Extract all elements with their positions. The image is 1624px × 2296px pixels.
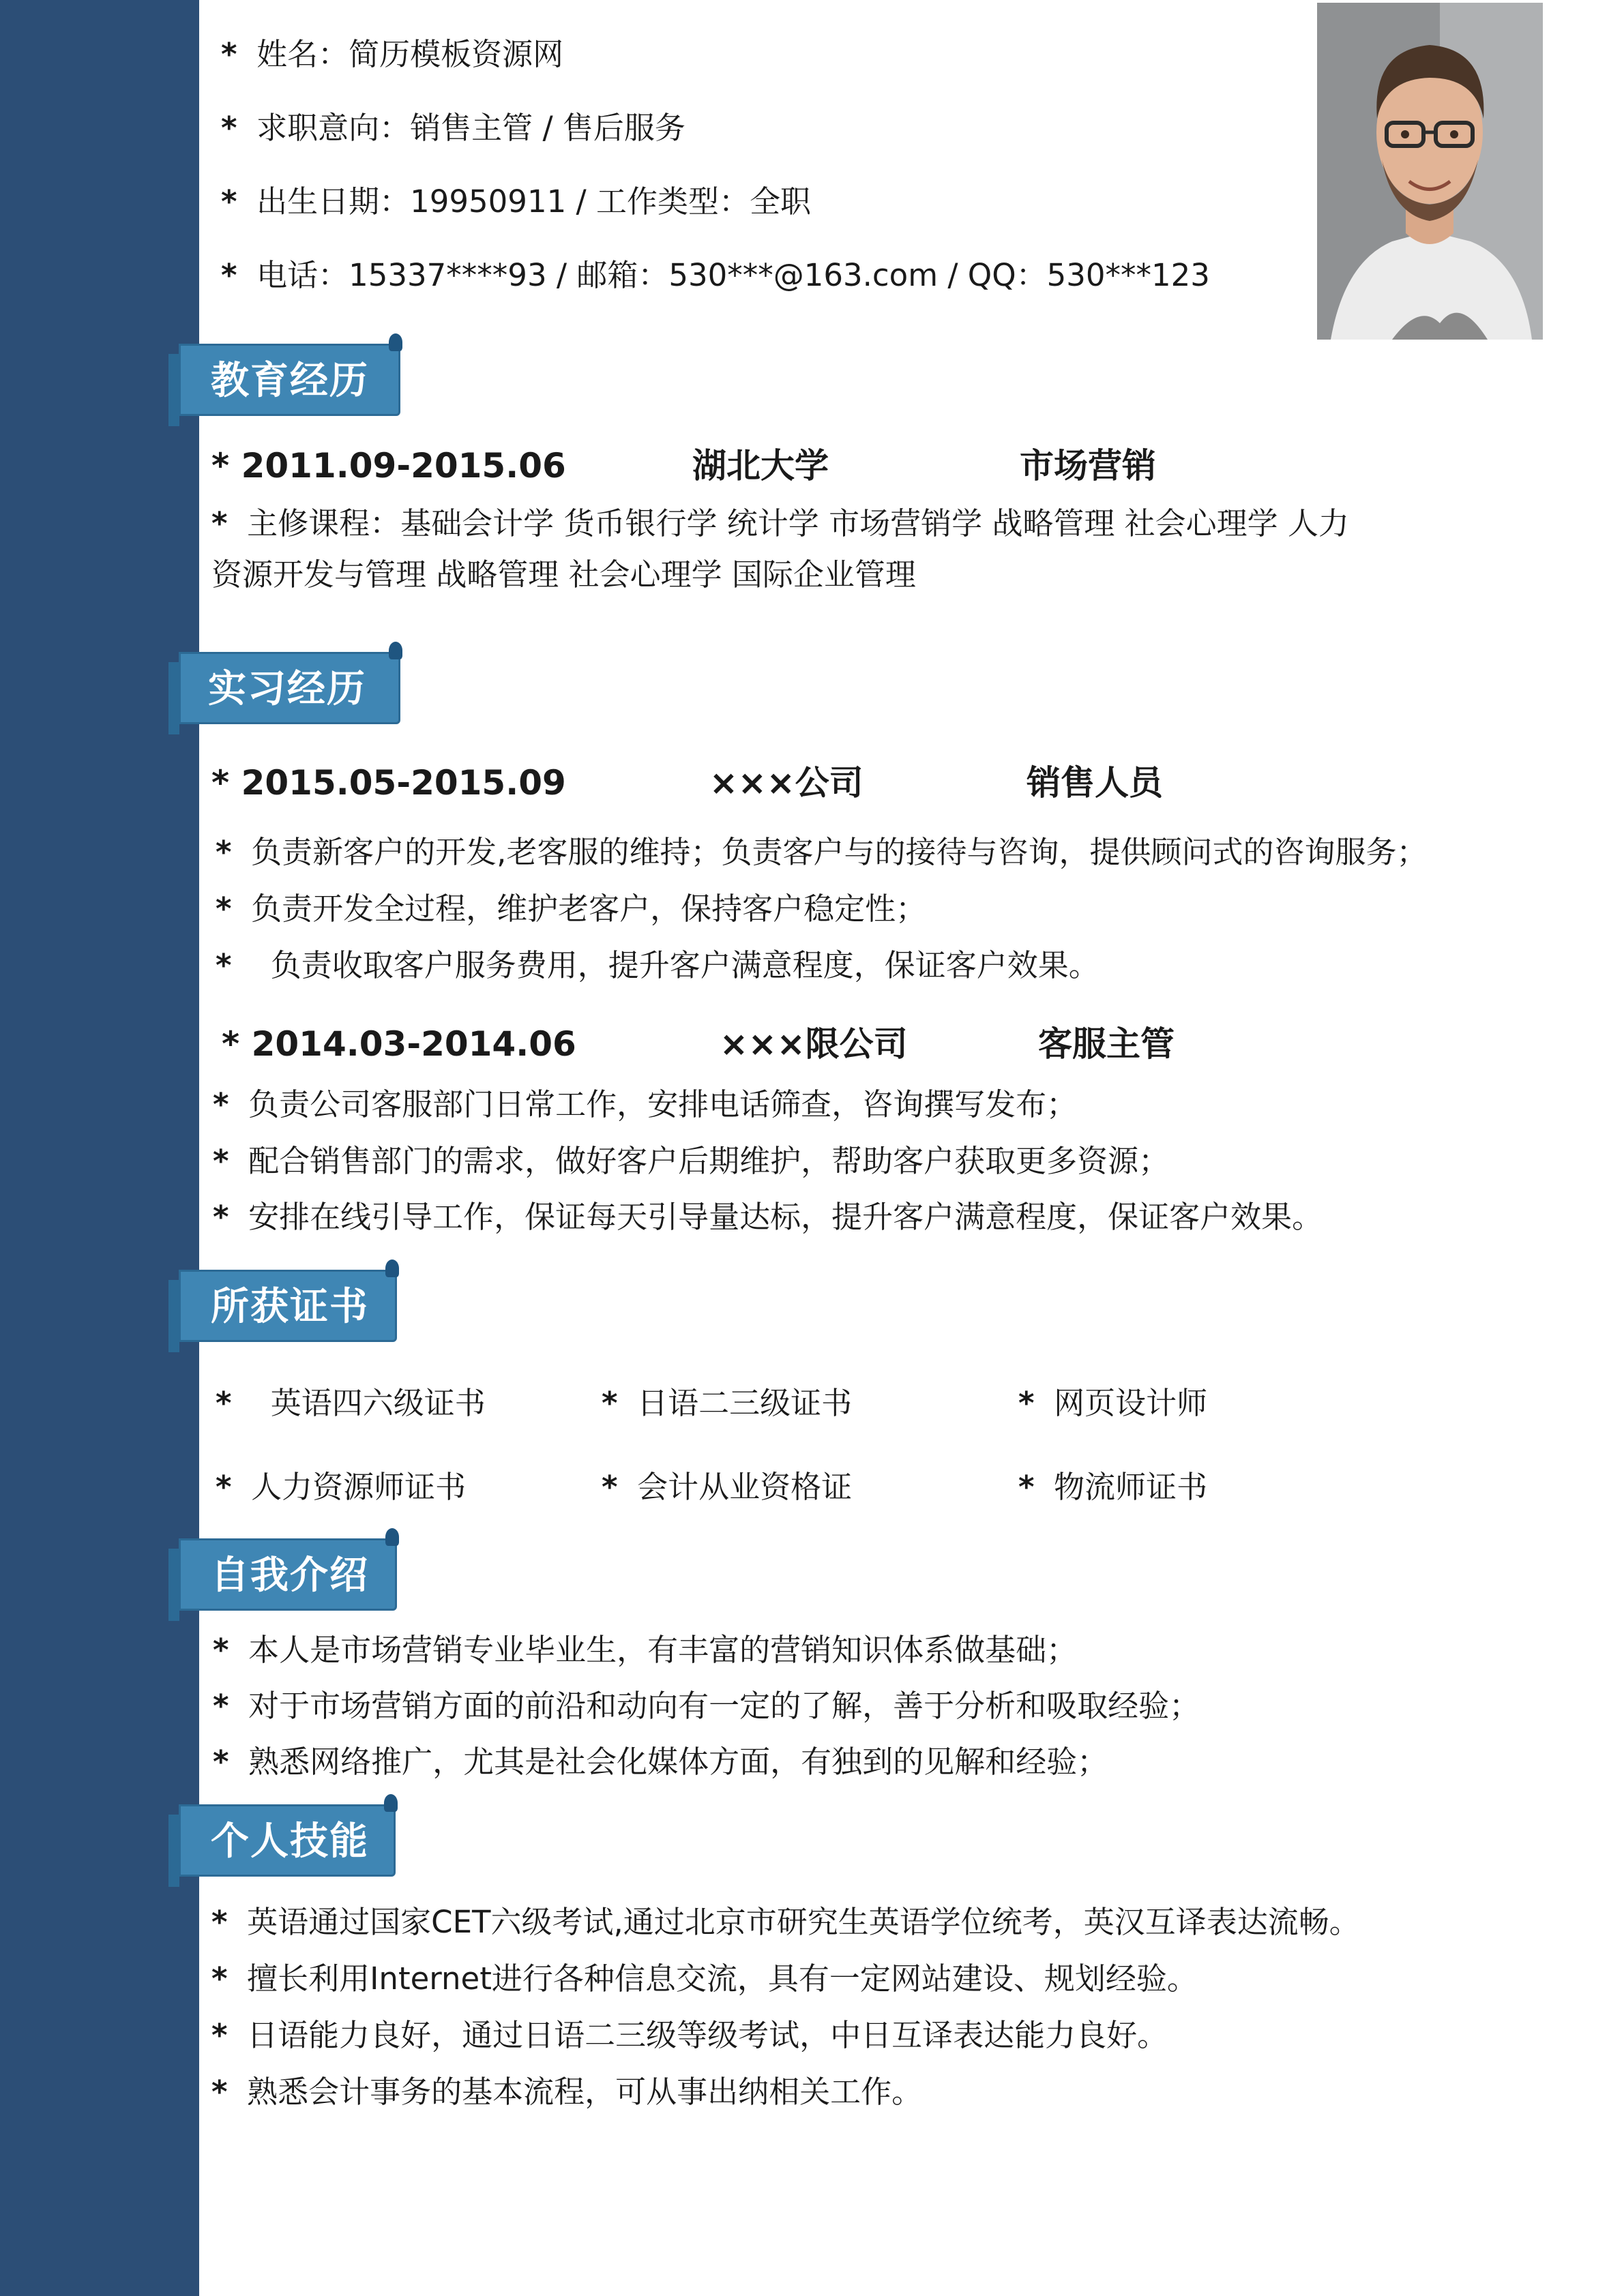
section-title: 自我介绍 (211, 1553, 369, 1598)
profile-photo (1317, 3, 1543, 340)
intention-text: 求职意向：销售主管 / 售后服务 (256, 110, 685, 146)
bullet: * (221, 183, 237, 220)
certificate-text: 英语四六级证书 (270, 1385, 486, 1421)
internship-2-duty (213, 1198, 1323, 1236)
internship-1-company: ×××公司 (709, 763, 863, 803)
bullet: * (222, 1024, 240, 1064)
section-header-self-intro (179, 1538, 397, 1611)
bullet: * (216, 947, 232, 983)
skill-text: 英语通过国家CET六级考试,通过北京市研究生英语学位统考，英汉互译表达流畅。 (247, 1904, 1360, 1940)
internship-1-period (211, 762, 566, 804)
tab-shadow (168, 1815, 179, 1887)
bullet: * (213, 1688, 229, 1724)
education-school: 湖北大学 (692, 446, 829, 486)
education-major: 市场营销 (1020, 446, 1156, 486)
self-intro-item (213, 1687, 1200, 1725)
skill-item (211, 2016, 1168, 2055)
bullet: * (211, 505, 228, 541)
tab-shadow (168, 1549, 179, 1621)
certificate-item (216, 1468, 466, 1506)
internship-2-period (222, 1023, 576, 1065)
duty-text: 配合销售部门的需求，做好客户后期维护，帮助客户获取更多资源； (248, 1143, 1170, 1179)
section-title: 个人技能 (211, 1819, 369, 1864)
tab-curl (389, 333, 402, 351)
self-intro-text: 对于市场营销方面的前沿和动向有一定的了解，善于分析和吸取经验； (248, 1688, 1200, 1724)
internship-2-duty (213, 1086, 1077, 1124)
internship-1-duty (216, 890, 926, 928)
basic-contact (221, 256, 1210, 295)
tab-shadow (168, 1280, 179, 1352)
tab-curl (389, 642, 402, 659)
bullet: * (213, 1744, 229, 1780)
bullet: * (216, 1469, 232, 1505)
bullet: * (211, 1960, 228, 1997)
tab-curl (384, 1794, 398, 1812)
bullet: * (211, 2017, 228, 2053)
basic-name (221, 35, 563, 74)
skill-item (211, 1903, 1360, 1941)
internship-2-company: ×××限公司 (720, 1024, 908, 1064)
bullet: * (213, 1199, 229, 1235)
certificate-text: 人力资源师证书 (251, 1469, 467, 1505)
skill-text: 熟悉会计事务的基本流程，可从事出纳相关工作。 (247, 2074, 923, 2110)
bullet: * (216, 891, 232, 927)
skill-item (211, 2073, 922, 2111)
person-portrait-image (1317, 3, 1543, 340)
self-intro-item (213, 1743, 1108, 1781)
bullet: * (211, 1904, 228, 1940)
skill-item (211, 1960, 1198, 1998)
certificate-item (602, 1384, 852, 1422)
internship-2-duty (213, 1142, 1169, 1180)
duty-text: 负责开发全过程，维护老客户，保持客户稳定性； (251, 891, 927, 927)
tab-shadow (168, 662, 179, 734)
bullet: * (213, 1632, 229, 1668)
duty-text: 负责公司客服部门日常工作，安排电话筛查，咨询撰写发布； (248, 1086, 1078, 1122)
bullet: * (1018, 1385, 1035, 1421)
bullet: * (211, 763, 230, 803)
education-period (211, 445, 566, 487)
bullet: * (221, 36, 237, 72)
basic-intention (221, 109, 685, 147)
bullet: * (221, 110, 237, 146)
bullet: * (211, 446, 230, 486)
skill-text: 擅长利用Internet进行各种信息交流，具有一定网站建设、规划经验。 (247, 1960, 1198, 1997)
self-intro-text: 熟悉网络推广，尤其是社会化媒体方面，有独到的见解和经验； (248, 1744, 1108, 1780)
section-header-education (179, 344, 400, 416)
certificate-item (1018, 1468, 1207, 1506)
bullet: * (216, 834, 232, 870)
bullet: * (216, 1385, 232, 1421)
courses-text: 主修课程：基础会计学 货币银行学 统计学 市场营销学 战略管理 社会心理学 人力 (247, 505, 1349, 541)
contact-text: 电话：15337****93 / 邮箱：530***@163.com / QQ：530***123 (256, 257, 1210, 293)
duty-text: 负责收取客户服务费用，提升客户满意程度，保证客户效果。 (270, 947, 1099, 983)
bullet: * (602, 1385, 618, 1421)
bullet: * (211, 2074, 228, 2110)
duty-text: 安排在线引导工作，保证每天引导量达标，提升客户满意程度，保证客户效果。 (248, 1199, 1323, 1235)
section-header-skills (179, 1804, 396, 1877)
basic-birth (221, 183, 811, 221)
internship-1-duty (216, 946, 1099, 985)
bullet: * (213, 1086, 229, 1122)
section-title: 实习经历 (208, 667, 366, 711)
self-intro-item (213, 1631, 1077, 1669)
period-text: 2011.09-2015.06 (241, 446, 566, 486)
duty-text: 负责新客户的开发,老客服的维持；负责客户与的接待与咨询，提供顾问式的咨询服务； (251, 834, 1428, 870)
bullet: * (213, 1143, 229, 1179)
education-courses-line1 (211, 505, 1349, 543)
birth-text: 出生日期：19950911 / 工作类型：全职 (256, 183, 811, 220)
period-text: 2015.05-2015.09 (241, 763, 566, 803)
certificate-item (1018, 1384, 1207, 1422)
certificate-text: 物流师证书 (1054, 1469, 1208, 1505)
certificate-item (216, 1384, 486, 1422)
tab-curl (385, 1528, 399, 1546)
self-intro-text: 本人是市场营销专业毕业生，有丰富的营销知识体系做基础； (248, 1632, 1078, 1668)
period-text: 2014.03-2014.06 (251, 1024, 576, 1064)
section-title: 教育经历 (211, 359, 369, 403)
bullet: * (602, 1469, 618, 1505)
internship-2-role: 客服主管 (1038, 1024, 1175, 1064)
bullet: * (1018, 1469, 1035, 1505)
certificate-text: 日语二三级证书 (637, 1385, 853, 1421)
education-courses-line2: 资源开发与管理 战略管理 社会心理学 国际企业管理 (211, 556, 916, 593)
tab-curl (385, 1259, 399, 1277)
certificate-text: 会计从业资格证 (637, 1469, 853, 1505)
certificate-text: 网页设计师 (1054, 1385, 1208, 1421)
certificate-item (602, 1468, 852, 1506)
left-sidebar (0, 0, 199, 2296)
name-text: 姓名：简历模板资源网 (256, 36, 564, 72)
internship-1-duty (216, 833, 1427, 871)
section-title: 所获证书 (211, 1285, 369, 1329)
skill-text: 日语能力良好，通过日语二三级等级考试，中日互译表达能力良好。 (247, 2017, 1168, 2053)
internship-1-role: 销售人员 (1027, 763, 1163, 803)
tab-shadow (168, 354, 179, 426)
section-header-certificates (179, 1270, 397, 1342)
bullet: * (221, 257, 237, 293)
section-header-internship (179, 652, 400, 724)
